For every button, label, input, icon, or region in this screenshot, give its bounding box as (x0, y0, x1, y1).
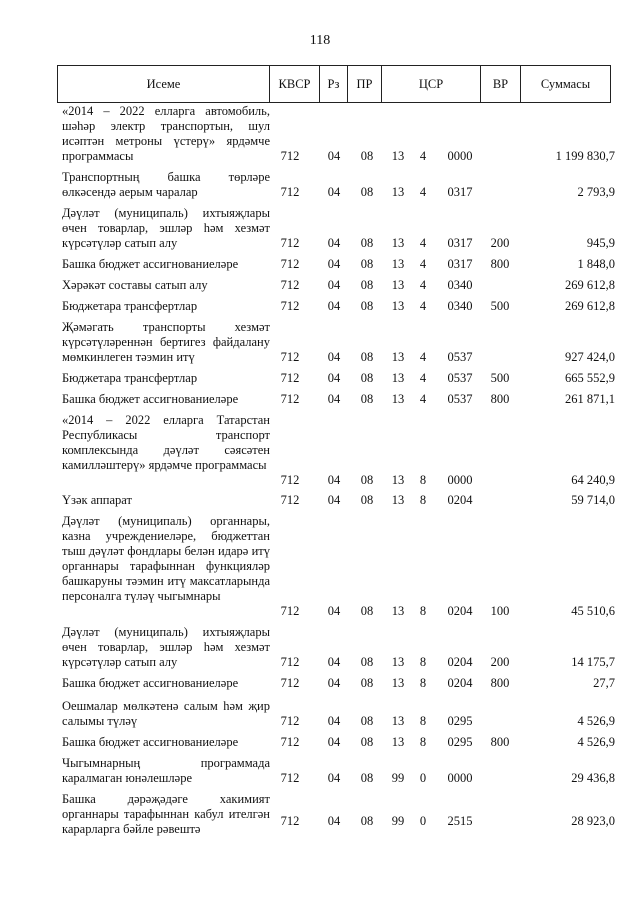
row-name: Хәрәкәт составы сатып алу (62, 278, 208, 292)
row-sum: 59 714,0 (571, 493, 615, 507)
row-rz: 04 (327, 149, 341, 163)
row-rz: 04 (327, 714, 341, 728)
row-sum: 1 199 830,7 (555, 149, 615, 163)
row-kbsr: 712 (280, 493, 300, 507)
row-csr-subprogram: 4 (419, 185, 427, 199)
row-sum: 28 923,0 (571, 814, 615, 828)
row-rz: 04 (327, 814, 341, 828)
row-pr: 08 (360, 392, 374, 406)
row-rz: 04 (327, 257, 341, 271)
row-csr-code: 0317 (447, 236, 473, 250)
row-pr: 08 (360, 655, 374, 669)
row-csr-program: 13 (391, 676, 405, 690)
row-csr-code: 0000 (447, 473, 473, 487)
row-csr-program: 13 (391, 350, 405, 364)
row-csr-subprogram: 4 (419, 371, 427, 385)
row-kbsr: 712 (280, 299, 300, 313)
row-kbsr: 712 (280, 236, 300, 250)
row-kbsr: 712 (280, 257, 300, 271)
row-name: Чыгымнарның программада каралмаган юнәлешләре (62, 756, 270, 785)
row-pr: 08 (360, 350, 374, 364)
row-csr-program: 13 (391, 236, 405, 250)
row-pr: 08 (360, 185, 374, 199)
row-pr: 08 (360, 473, 374, 487)
row-sum: 269 612,8 (565, 299, 615, 313)
row-name: Транспортның башка төрләре өлкәсендә аерым чаралар (62, 170, 270, 199)
header-kbsr: КВСР (270, 66, 320, 102)
row-sum: 261 871,1 (565, 392, 615, 406)
row-kbsr: 712 (280, 149, 300, 163)
row-csr-program: 13 (391, 149, 405, 163)
row-csr-code: 0000 (447, 149, 473, 163)
header-csr: ЦСР (382, 66, 481, 102)
row-sum: 1 848,0 (577, 257, 615, 271)
row-sum: 665 552,9 (565, 371, 615, 385)
row-kbsr: 712 (280, 185, 300, 199)
row-sum: 945,9 (586, 236, 615, 250)
row-pr: 08 (360, 604, 374, 618)
row-csr-subprogram: 8 (419, 655, 427, 669)
row-pr: 08 (360, 771, 374, 785)
row-csr-code: 0340 (447, 278, 473, 292)
row-csr-program: 13 (391, 185, 405, 199)
row-csr-code: 0537 (447, 392, 473, 406)
table-header (57, 65, 611, 103)
row-kbsr: 712 (280, 735, 300, 749)
row-name: Бюджетара трансфертлар (62, 299, 198, 313)
page-number: 118 (309, 33, 331, 48)
row-vr: 800 (490, 392, 510, 406)
row-rz: 04 (327, 278, 341, 292)
row-name: Башка бюджет ассигнованиеләре (62, 257, 239, 271)
row-csr-code: 0295 (447, 714, 473, 728)
row-csr-code: 0317 (447, 257, 473, 271)
row-csr-subprogram: 4 (419, 350, 427, 364)
row-pr: 08 (360, 735, 374, 749)
row-pr: 08 (360, 814, 374, 828)
row-sum: 29 436,8 (571, 771, 615, 785)
header-vr: ВР (481, 66, 521, 102)
row-kbsr: 712 (280, 371, 300, 385)
row-csr-code: 0204 (447, 676, 473, 690)
row-vr: 200 (490, 236, 510, 250)
row-vr: 800 (490, 676, 510, 690)
row-kbsr: 712 (280, 473, 300, 487)
row-csr-subprogram: 8 (419, 493, 427, 507)
row-kbsr: 712 (280, 392, 300, 406)
row-sum: 45 510,6 (571, 604, 615, 618)
row-kbsr: 712 (280, 278, 300, 292)
row-sum: 927 424,0 (565, 350, 615, 364)
row-csr-code: 0340 (447, 299, 473, 313)
row-pr: 08 (360, 278, 374, 292)
row-kbsr: 712 (280, 676, 300, 690)
row-name: Җәмәгать транспорты хезмәт күрсәтүләреннән бертигез файдалану мөмкинлеген тәэмин итү (62, 320, 270, 364)
row-csr-subprogram: 4 (419, 278, 427, 292)
row-name: Дәүләт (муниципаль) ихтыяҗлары өчен товарлар, эшләр һәм хезмәт күрсәтүләр сатып алу (62, 206, 270, 250)
row-csr-subprogram: 8 (419, 714, 427, 728)
row-name: Үзәк аппарат (62, 493, 132, 507)
row-vr: 200 (490, 655, 510, 669)
row-rz: 04 (327, 604, 341, 618)
row-pr: 08 (360, 299, 374, 313)
row-vr: 800 (490, 257, 510, 271)
row-csr-program: 13 (391, 299, 405, 313)
row-rz: 04 (327, 473, 341, 487)
row-rz: 04 (327, 676, 341, 690)
row-sum: 4 526,9 (577, 735, 615, 749)
row-csr-code: 0537 (447, 371, 473, 385)
row-csr-code: 0204 (447, 655, 473, 669)
row-rz: 04 (327, 735, 341, 749)
row-name: Дәүләт (муниципаль) ихтыяҗлары өчен товарлар, эшләр һәм хезмәт күрсәтүләр сатып алу (62, 625, 270, 669)
row-name: «2014 – 2022 елларга Татарстан Республикасы транспорт комплексында дәүләт сәясәтен камилләштерү» ярдәмче программасы (62, 413, 270, 472)
row-csr-code: 0000 (447, 771, 473, 785)
row-csr-program: 13 (391, 392, 405, 406)
row-pr: 08 (360, 236, 374, 250)
row-name: Бюджетара трансфертлар (62, 371, 198, 385)
row-name: Башка бюджет ассигнованиеләре (62, 676, 239, 690)
row-pr: 08 (360, 149, 374, 163)
row-csr-subprogram: 0 (419, 814, 427, 828)
row-name: Башка бюджет ассигнованиеләре (62, 392, 239, 406)
row-pr: 08 (360, 257, 374, 271)
row-sum: 2 793,9 (577, 185, 615, 199)
row-csr-code: 0204 (447, 493, 473, 507)
row-sum: 64 240,9 (571, 473, 615, 487)
row-rz: 04 (327, 392, 341, 406)
row-kbsr: 712 (280, 814, 300, 828)
row-name: Оешмалар мөлкәтенә салым һәм җир салымы түләү (62, 699, 270, 728)
row-csr-program: 13 (391, 278, 405, 292)
row-vr: 500 (490, 299, 510, 313)
row-pr: 08 (360, 371, 374, 385)
row-kbsr: 712 (280, 655, 300, 669)
row-csr-program: 13 (391, 655, 405, 669)
row-csr-subprogram: 4 (419, 236, 427, 250)
row-pr: 08 (360, 714, 374, 728)
row-csr-code: 0537 (447, 350, 473, 364)
row-rz: 04 (327, 371, 341, 385)
row-pr: 08 (360, 676, 374, 690)
row-csr-program: 99 (391, 814, 405, 828)
row-rz: 04 (327, 185, 341, 199)
row-name: Дәүләт (муниципаль) органнары, казна учреждениеләре, бюджеттан тыш дәүләт фондлары белән идарә итү органнары тарафыннан функцияләр башкаруны тәэмин итү максатларында персоналга түләү чыгымнары (62, 514, 270, 603)
row-vr: 100 (490, 604, 510, 618)
header-sum: Суммасы (540, 77, 591, 91)
header-pr: ПР (348, 66, 382, 102)
header-name: Исеме (58, 66, 270, 102)
row-kbsr: 712 (280, 350, 300, 364)
row-csr-program: 13 (391, 257, 405, 271)
row-csr-code: 0204 (447, 604, 473, 618)
row-name: Башка бюджет ассигнованиеләре (62, 735, 239, 749)
row-csr-program: 13 (391, 493, 405, 507)
row-csr-subprogram: 8 (419, 676, 427, 690)
row-csr-subprogram: 4 (419, 257, 427, 271)
row-vr: 800 (490, 735, 510, 749)
row-csr-program: 13 (391, 714, 405, 728)
row-csr-subprogram: 0 (419, 771, 427, 785)
row-sum: 4 526,9 (577, 714, 615, 728)
row-csr-subprogram: 4 (419, 149, 427, 163)
row-csr-program: 13 (391, 604, 405, 618)
row-name: Башка дәрәҗәдәге хакимият органнары тарафыннан кабул ителгән карарларга бәйле рәвештә (62, 792, 270, 836)
row-vr: 500 (490, 371, 510, 385)
row-csr-code: 2515 (447, 814, 473, 828)
row-csr-program: 13 (391, 735, 405, 749)
row-csr-code: 0295 (447, 735, 473, 749)
row-csr-subprogram: 8 (419, 604, 427, 618)
row-kbsr: 712 (280, 604, 300, 618)
row-csr-program: 13 (391, 473, 405, 487)
row-sum: 269 612,8 (565, 278, 615, 292)
row-csr-program: 99 (391, 771, 405, 785)
row-sum: 27,7 (593, 676, 615, 690)
row-rz: 04 (327, 299, 341, 313)
row-rz: 04 (327, 655, 341, 669)
row-csr-subprogram: 4 (419, 392, 427, 406)
row-csr-program: 13 (391, 371, 405, 385)
row-csr-subprogram: 8 (419, 473, 427, 487)
row-csr-subprogram: 4 (419, 299, 427, 313)
row-rz: 04 (327, 771, 341, 785)
header-rz: Рз (320, 66, 348, 102)
row-kbsr: 712 (280, 771, 300, 785)
row-sum: 14 175,7 (571, 655, 615, 669)
row-rz: 04 (327, 350, 341, 364)
row-pr: 08 (360, 493, 374, 507)
row-csr-code: 0317 (447, 185, 473, 199)
row-rz: 04 (327, 493, 341, 507)
row-name: «2014 – 2022 елларга автомобиль, шәһәр электр транспортын, шул исәптән метроны үстерү» ярдәмче программасы (62, 104, 270, 163)
row-rz: 04 (327, 236, 341, 250)
row-kbsr: 712 (280, 714, 300, 728)
row-csr-subprogram: 8 (419, 735, 427, 749)
